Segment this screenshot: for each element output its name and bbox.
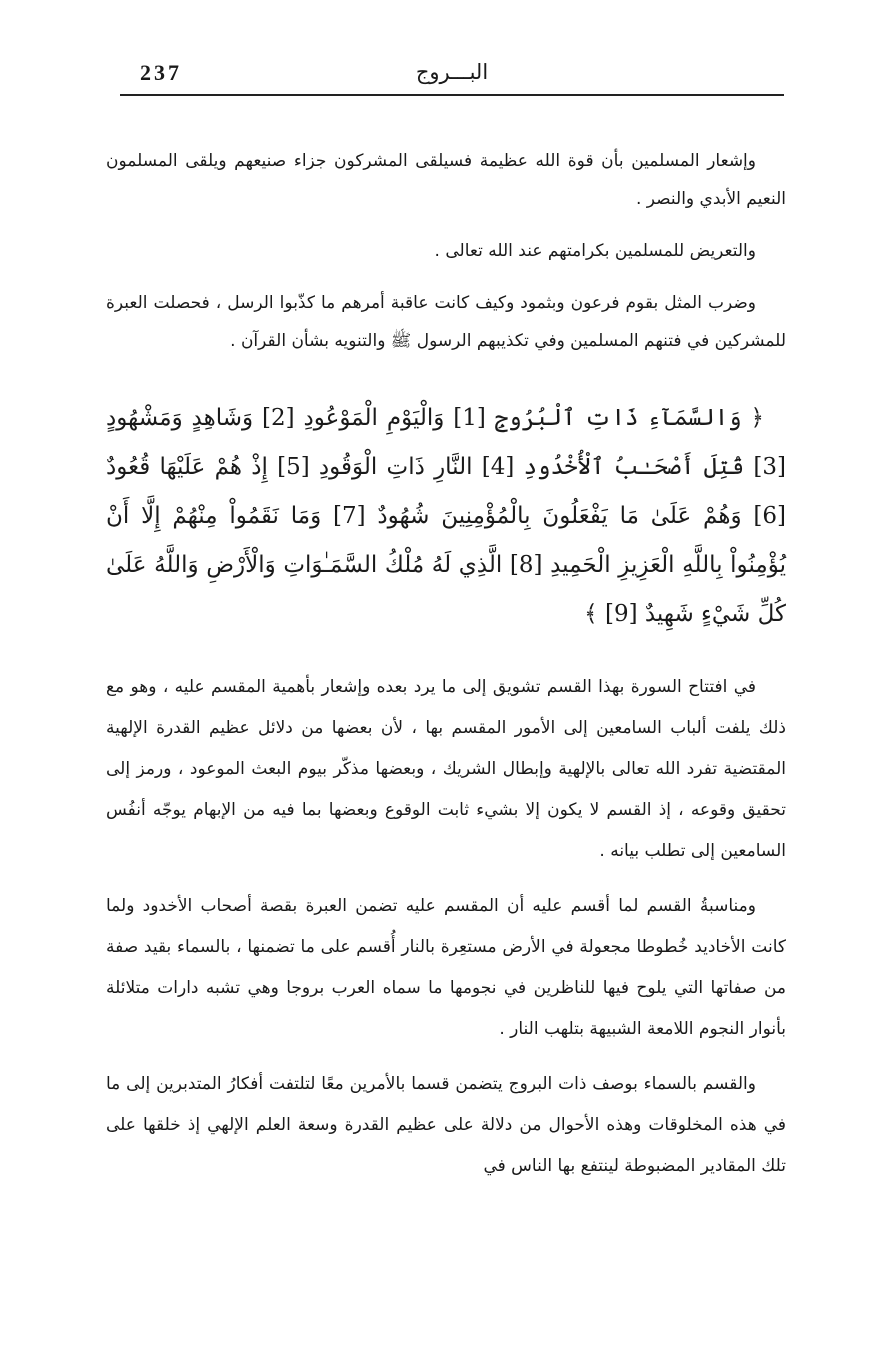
- commentary-section: [106, 667, 786, 1187]
- page-header: [120, 58, 784, 96]
- intro-paragraph: وضرب المثل بقوم فرعون وبثمود وكيف كانت عاقبة أمرهم ما كذّبوا الرسل ، فحصلت العبرة للمشركين في فتنهم المسلمين وفي تكذيبهم الرسول ﷺ والتنويه بشأن القرآن .: [106, 293, 786, 351]
- page-number: 237: [140, 60, 182, 85]
- commentary-paragraph: والقسم بالسماء بوصف ذات البروج يتضمن قسما بالأمرين معًا لتلتفت أفكارُ المتدبرين إلى ما في هذه المخلوقات وهذه الأحوال من دلالة على عظيم القدرة وسعة العلم الإلهي إذ خلقها على تلك المقادير المضبوطة لينتفع بها الناس في: [106, 1074, 786, 1176]
- commentary-paragraph: ومناسبةُ القسم لما أقسم عليه أن المقسم عليه تضمن العبرة بقصة أصحاب الأخدود ولما كانت الأخاديد خُطوطا مجعولة في الأرض مستعِرة بالنار أُقسم على ما تضمنها ، بالسماء بقيد صفة من صفاتها التي يلوح فيها للناظرين في نجومها ما سماه العرب بروجا وهي تشبه دارات متلائلة بأنوار النجوم اللامعة الشبيهة بتلهب النار .: [106, 896, 786, 1039]
- intro-paragraph: والتعريض للمسلمين بكرامتهم عند الله تعالى .: [434, 241, 756, 261]
- intro-paragraph: وإشعار المسلمين بأن قوة الله عظيمة فسيلقى المشركون جزاء صنيعهم ويلقى المسلمون النعيم الأبدي والنصر .: [106, 151, 786, 209]
- page-body: [106, 142, 786, 1201]
- running-title: البـــروج: [415, 60, 489, 84]
- intro-section: [106, 142, 786, 360]
- commentary-paragraph: في افتتاح السورة بهذا القسم تشويق إلى ما يرد بعده وإشعار بأهمية المقسم عليه ، وهو مع ذلك يلفت ألباب السامعين إلى الأمور المقسم بها ، لأن بعضها من دلائل عظيم القدرة الإلهية المقتضية تفرد الله تعالى بالإلهية وإبطال الشريك ، وبعضها مذكّر بيوم البعث الموعود ، ورمز إلى تحقيق وقوعه ، إذ القسم لا يكون إلا بشيء ثابت الوقوع وبعضها بما فيه من الإبهام يوجّه أنفُس السامعين إلى تطلب بيانه .: [106, 677, 786, 861]
- quran-verses: ﴿ وَالسَّمَآءِ ذَاتِ ٱلْبُرُوجِ [1] وَالْيَوْمِ الْمَوْعُودِ [2] وَشَاهِدٍ وَمَشْهُودٍ [3] قُتِلَ أَصْحَـٰبُ ٱلْأُخْدُودِ [4] النَّارِ ذَاتِ الْوَقُودِ [5] إِذْ هُمْ عَلَيْهَا قُعُودٌ [6] وَهُمْ عَلَىٰ مَا يَفْعَلُونَ بِالْمُؤْمِنِينَ شُهُودٌ [7] وَمَا نَقَمُواْ مِنْهُمْ إِلَّا أَنْ يُؤْمِنُواْ بِاللَّهِ الْعَزِيزِ الْحَمِيدِ [8] الَّذِي لَهُ مُلْكُ السَّمَـٰوَاتِ وَالْأَرْضِ وَاللَّهُ عَلَىٰ كُلِّ شَيْءٍ شَهِيدٌ [9] ﴾: [106, 405, 787, 627]
